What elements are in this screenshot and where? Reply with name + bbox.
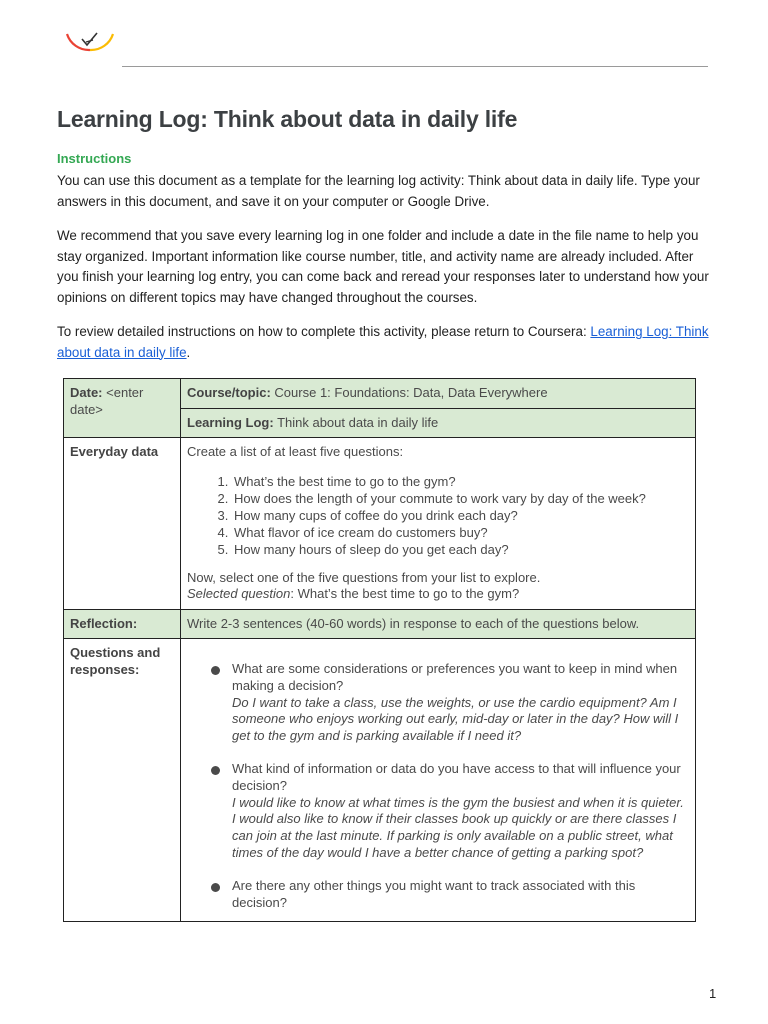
question-item: 4. What flavor of ice cream do customers buy? xyxy=(232,524,689,541)
selected-question-label: Selected question xyxy=(187,586,291,601)
questions-responses-list xyxy=(187,661,689,911)
course-topic-value: Course 1: Foundations: Data, Data Everywhere xyxy=(274,385,548,400)
reflection-question: What are some considerations or preferences you want to keep in mind when making a decision? xyxy=(232,661,678,693)
question-response-item xyxy=(232,878,689,912)
questions-responses-label-cell xyxy=(64,639,181,922)
google-logo-icon xyxy=(62,26,118,56)
everyday-data-label-cell xyxy=(64,438,181,610)
date-cell[interactable] xyxy=(64,379,181,438)
questions-responses-cell[interactable] xyxy=(181,639,696,922)
learning-log-value: Think about data in daily life xyxy=(277,414,439,430)
instructions-heading: Instructions xyxy=(57,151,132,166)
selected-question xyxy=(187,586,689,603)
reflection-label: Reflection: xyxy=(70,615,138,631)
question-item: 1. What’s the best time to go to the gym? xyxy=(232,473,689,490)
instructions-paragraph-2: We recommend that you save every learning log in one folder and include a date in the file name to help you stay organized. Important information like course number, title, and activity name are already included. After you finish your learning log entry, you can come back and reread your responses later to understand how your opinions on different topics may have changed throughout the courses. xyxy=(57,228,709,305)
question-item: 5. How many hours of sleep do you get each day? xyxy=(232,541,689,558)
page-title: Learning Log: Think about data in daily life xyxy=(57,106,518,132)
coursera-prompt-text: To review detailed instructions on how to complete this activity, please return to Coursera: xyxy=(57,324,591,339)
course-topic-cell xyxy=(181,379,696,409)
question-response-item xyxy=(232,661,689,745)
question-item: 3. How many cups of coffee do you drink each day? xyxy=(232,507,689,524)
question-item: 2. How does the length of your commute to work vary by day of the week? xyxy=(232,490,689,507)
bullet-icon xyxy=(211,766,220,775)
bullet-icon xyxy=(211,666,220,675)
reflection-answer: Do I want to take a class, use the weights, or use the cardio equipment? Am I someone who enjoys working out early, mid-day or later in the day? How will I get to the gym and is parking available if I need it? xyxy=(232,694,679,744)
date-value: <enter date> xyxy=(70,385,144,417)
learning-log-cell xyxy=(181,408,696,438)
reflection-question: Are there any other things you might want to track associated with this decision? xyxy=(232,877,636,910)
reflection-text: Write 2-3 sentences (40-60 words) in response to each of the questions below. xyxy=(187,615,640,631)
coursera-activity-link[interactable]: Learning Log: Think about data in daily life xyxy=(57,324,709,360)
selected-question-value: : What’s the best time to go to the gym? xyxy=(290,586,520,601)
bullet-icon xyxy=(211,883,220,892)
page-number: 1 xyxy=(709,986,717,1001)
period-text: . xyxy=(186,344,191,360)
instructions-paragraph-1: You can use this document as a template for the learning log activity: Think about data in daily life. Type your answers in this document, and save it on your computer or Google Drive. xyxy=(57,173,700,209)
instructions-paragraph-3 xyxy=(57,322,717,363)
header-divider xyxy=(122,66,708,67)
reflection-label-cell xyxy=(64,609,181,639)
everyday-data-intro: Create a list of at least five questions: xyxy=(187,444,404,459)
questions-responses-label: Questions and responses: xyxy=(70,645,161,677)
reflection-cell xyxy=(181,609,696,639)
learning-log-table xyxy=(63,378,696,922)
reflection-answer: I would like to know at what times is the gym the busiest and when it is quieter. I would also like to know if their classes book up quickly or are there classes I can join at the last minute. If parking is only available on a public street, what times of the day would I have a better chance of getting a parking spot? xyxy=(232,794,684,860)
learning-log-label: Learning Log: xyxy=(187,414,274,430)
reflection-question: What kind of information or data do you have access to that will influence your decision? xyxy=(232,760,681,793)
question-list xyxy=(187,473,689,558)
everyday-data-cell[interactable] xyxy=(181,438,696,610)
course-topic-label: Course/topic: xyxy=(187,385,271,400)
everyday-data-label: Everyday data xyxy=(70,444,159,459)
select-question-text: Now, select one of the five questions from your list to explore. xyxy=(187,569,541,585)
date-label: Date: xyxy=(70,385,103,400)
question-response-item xyxy=(232,761,689,862)
